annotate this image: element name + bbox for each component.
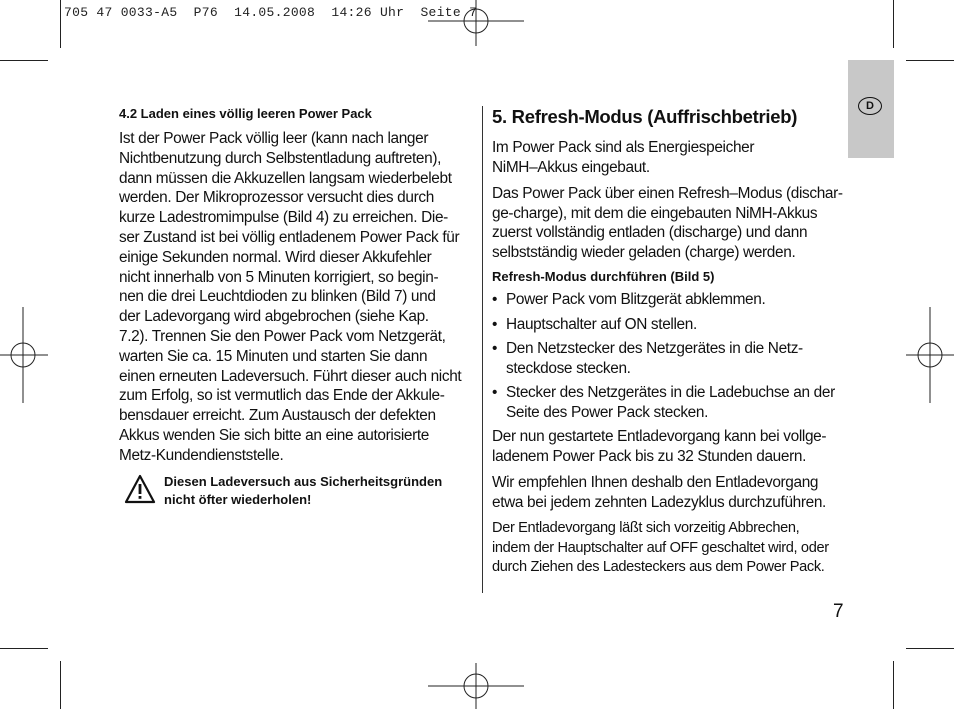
warning-line: Diesen Ladeversuch aus Sicherheitsgründen bbox=[164, 473, 443, 489]
crop-mark bbox=[893, 0, 894, 48]
paragraph bbox=[492, 427, 848, 466]
text-line: ladenem Power Pack bis zu 32 Stunden dauern. bbox=[492, 447, 806, 465]
text-line: Der Entladevorgang läßt sich vorzeitig Abbrechen, bbox=[492, 520, 800, 536]
warning-line: nicht öfter wiederholen! bbox=[164, 491, 312, 507]
registration-mark-top bbox=[428, 0, 524, 46]
text-line: durch Ziehen des Ladesteckers aus dem Power Pack. bbox=[492, 559, 825, 575]
text-line: Ist der Power Pack völlig leer (kann nach langer bbox=[119, 130, 429, 147]
text-line: Seite des Power Pack stecken. bbox=[506, 403, 709, 421]
crop-mark bbox=[60, 661, 61, 709]
bullet-dot: • bbox=[492, 315, 498, 333]
bullet-dot: • bbox=[492, 291, 498, 308]
right-column bbox=[492, 106, 848, 585]
paragraph bbox=[492, 473, 848, 512]
text-line: Hauptschalter auf ON stellen. bbox=[506, 315, 697, 333]
text-line: steckdose stecken. bbox=[506, 359, 631, 377]
text-line: zuerst vollständig entladen (discharge) und dann bbox=[492, 224, 808, 241]
text-line: Das Power Pack über einen Refresh–Modus (dischar- bbox=[492, 185, 843, 202]
text-line: selbstständig wieder geladen (charge) werden. bbox=[492, 243, 796, 261]
text-line: NiMH–Akkus eingebaut. bbox=[492, 158, 650, 176]
crop-mark bbox=[0, 648, 48, 649]
language-badge: D bbox=[858, 97, 882, 115]
crop-mark bbox=[906, 648, 954, 649]
chapter-heading: 5. Refresh-Modus (Auffrischbetrieb) bbox=[492, 106, 798, 127]
bullet-dot: • bbox=[492, 384, 498, 401]
text-line: einige Sekunden normal. Wird dieser Akkufehler bbox=[119, 248, 432, 266]
paragraph bbox=[492, 519, 848, 578]
text-line: nicht innerhalb von 5 Minuten korrigiert, so begin- bbox=[119, 268, 439, 286]
text-line: Den Netzstecker des Netzgerätes in die Netz- bbox=[506, 340, 803, 357]
text-line: Akkus wenden Sie sich bitte an eine autorisierte bbox=[119, 426, 430, 444]
text-line: etwa bei jedem zehnten Ladezyklus durchzuführen. bbox=[492, 493, 826, 511]
registration-mark-right bbox=[906, 307, 954, 403]
bullet-item bbox=[492, 383, 848, 422]
text-line: nen die drei Leuchtdioden zu blinken (Bild 7) und bbox=[119, 288, 436, 306]
text-line: bensdauer erreicht. Zum Austausch der defekten bbox=[119, 407, 436, 425]
text-line: einen erneuten Ladeversuch. Führt dieser auch nicht bbox=[119, 367, 462, 385]
bullet-item bbox=[492, 290, 848, 310]
page-number: 7 bbox=[833, 601, 844, 622]
crop-mark bbox=[893, 661, 894, 709]
bullet-item bbox=[492, 315, 848, 335]
crop-mark bbox=[0, 60, 48, 61]
paragraph bbox=[492, 138, 848, 177]
paragraph bbox=[492, 184, 848, 262]
text-line: Der nun gestartete Entladevorgang kann bei vollge- bbox=[492, 428, 827, 445]
crop-mark bbox=[906, 60, 954, 61]
crop-mark bbox=[60, 0, 61, 48]
text-line: Im Power Pack sind als Energiespeicher bbox=[492, 139, 755, 156]
text-line: der Ladevorgang wird abgebrochen (siehe Kap. bbox=[119, 308, 429, 326]
text-line: Metz-Kundendienststelle. bbox=[119, 446, 284, 464]
bullet-dot: • bbox=[492, 340, 498, 357]
text-line: warten Sie ca. 15 Minuten und starten Sie dann bbox=[119, 347, 428, 365]
text-line: zum Erfolg, so ist vermutlich das Ende der Akkule- bbox=[119, 387, 445, 405]
text-line: dann müssen die Akkuzellen langsam wiederbelebt bbox=[119, 169, 452, 187]
registration-mark-bottom bbox=[428, 663, 524, 709]
text-line: Stecker des Netzgerätes in die Ladebuchse an der bbox=[506, 384, 835, 401]
text-line: 7.2). Trennen Sie den Power Pack vom Netzgerät, bbox=[119, 327, 446, 345]
left-body bbox=[119, 129, 474, 466]
text-line: Power Pack vom Blitzgerät abklemmen. bbox=[506, 291, 766, 308]
subheading: Refresh-Modus durchführen (Bild 5) bbox=[492, 269, 715, 284]
warning-note bbox=[119, 473, 474, 509]
left-column bbox=[119, 106, 474, 509]
warning-triangle-icon bbox=[124, 474, 156, 504]
text-line: werden. Der Mikroprozessor versucht dies durch bbox=[119, 189, 434, 207]
text-line: Nichtbenutzung durch Selbstentladung auftreten), bbox=[119, 149, 442, 167]
text-line: ser Zustand ist bei völlig entladenem Power Pack für bbox=[119, 228, 460, 246]
text-line: ge-charge), mit dem die eingebauten NiMH-Akkus bbox=[492, 204, 818, 222]
column-divider bbox=[482, 106, 483, 593]
registration-mark-left bbox=[0, 307, 48, 403]
print-slug: 705 47 0033-A5 P76 14.05.2008 14:26 Uhr Seite 7 bbox=[64, 5, 478, 20]
text-line: kurze Ladestromimpulse (Bild 4) zu erreichen. Die- bbox=[119, 209, 448, 227]
text-line: Wir empfehlen Ihnen deshalb den Entladevorgang bbox=[492, 474, 819, 491]
text-line: indem der Hauptschalter auf OFF geschaltet wird, oder bbox=[492, 539, 829, 556]
section-heading: 4.2 Laden eines völlig leeren Power Pack bbox=[119, 106, 372, 121]
bullet-item bbox=[492, 339, 848, 378]
